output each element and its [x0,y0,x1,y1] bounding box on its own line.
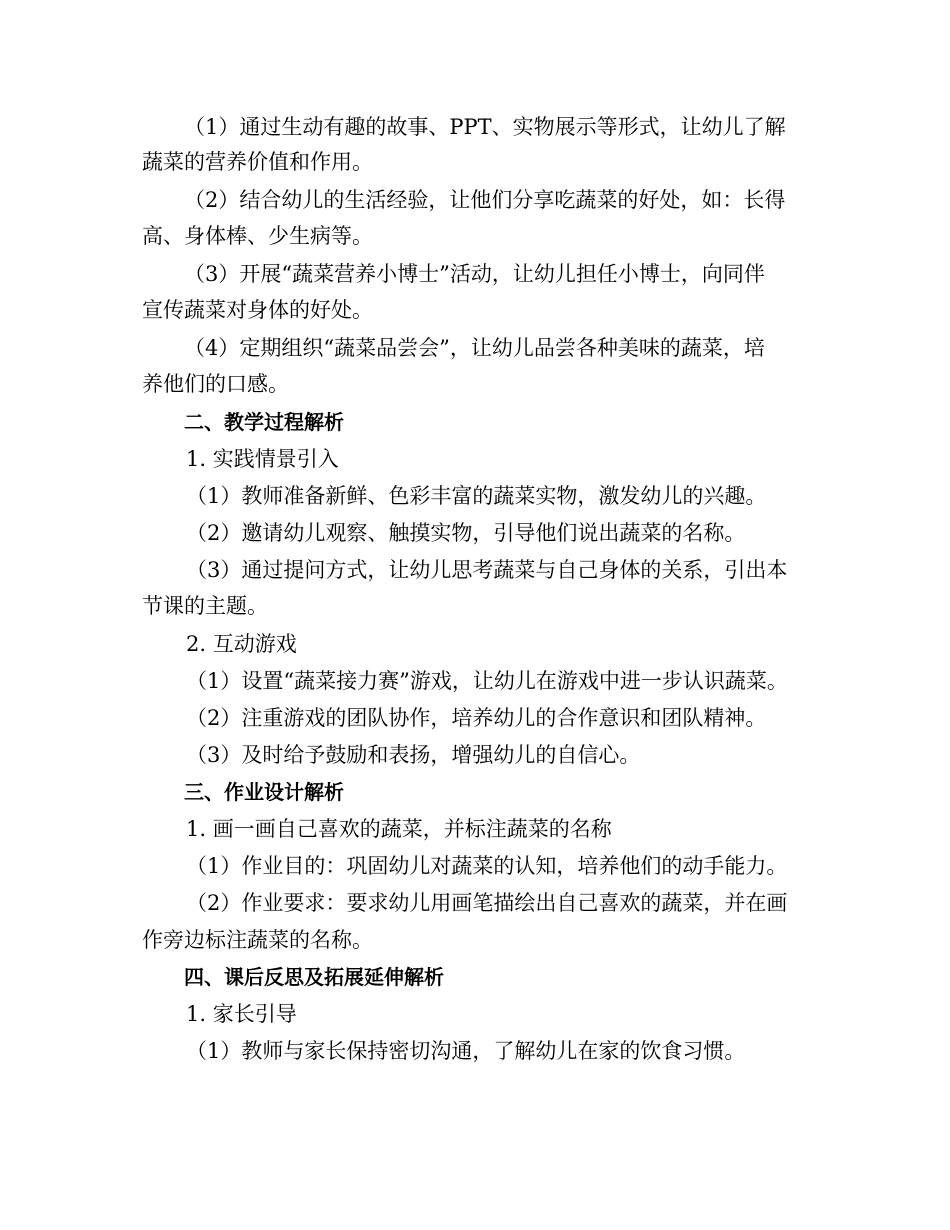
paragraph-line: 宣传蔬菜对身体的好处。 [142,298,373,322]
list-item: （1）作业目的：巩固幼儿对蔬菜的认知，培养他们的动手能力。 [186,854,788,878]
list-item: （1）教师准备新鲜、色彩丰富的蔬菜实物，激发幼儿的兴趣。 [186,484,767,508]
paragraph-line: （3）开展“蔬菜营养小博士”活动，让幼儿担任小博士，向同伴 [184,262,765,286]
list-item: （1）教师与家长保持密切沟通，了解幼儿在家的饮食习惯。 [186,1039,746,1063]
subsection-title: 1. 家长引导 [186,1002,297,1026]
section-heading: 二、教学过程解析 [184,410,344,434]
list-item: （3）通过提问方式，让幼儿思考蔬菜与自己身体的关系，引出本 [186,558,788,582]
list-item: （2）注重游戏的团队协作，培养幼儿的合作意识和团队精神。 [186,706,767,730]
paragraph-line: 节课的主题。 [142,594,268,618]
subsection-title: 2. 互动游戏 [186,632,297,656]
paragraph-line: 作旁边标注蔬菜的名称。 [142,928,373,952]
list-item: （2）作业要求：要求幼儿用画笔描绘出自己喜欢的蔬菜，并在画 [186,891,788,915]
list-item: （2）邀请幼儿观察、触摸实物，引导他们说出蔬菜的名称。 [186,521,746,545]
subsection-title: 1. 实践情景引入 [186,447,339,471]
paragraph-line: 养他们的口感。 [142,372,289,396]
subsection-title: 1. 画一画自己喜欢的蔬菜，并标注蔬菜的名称 [186,817,612,841]
paragraph-line: （1）通过生动有趣的故事、PPT、实物展示等形式，让幼儿了解 [184,115,786,139]
paragraph-line: （2）结合幼儿的生活经验，让他们分享吃蔬菜的好处，如：长得 [184,188,786,212]
section-heading: 四、课后反思及拓展延伸解析 [184,965,444,989]
paragraph-line: （4）定期组织“蔬菜品尝会”，让幼儿品尝各种美味的蔬菜，培 [184,336,765,360]
section-heading: 三、作业设计解析 [184,780,344,804]
list-item: （3）及时给予鼓励和表扬，增强幼儿的自信心。 [186,743,641,767]
paragraph-line: 蔬菜的营养价值和作用。 [142,150,373,174]
list-item: （1）设置“蔬菜接力赛”游戏，让幼儿在游戏中进一步认识蔬菜。 [186,669,788,693]
paragraph-line: 高、身体棒、少生病等。 [142,224,373,248]
